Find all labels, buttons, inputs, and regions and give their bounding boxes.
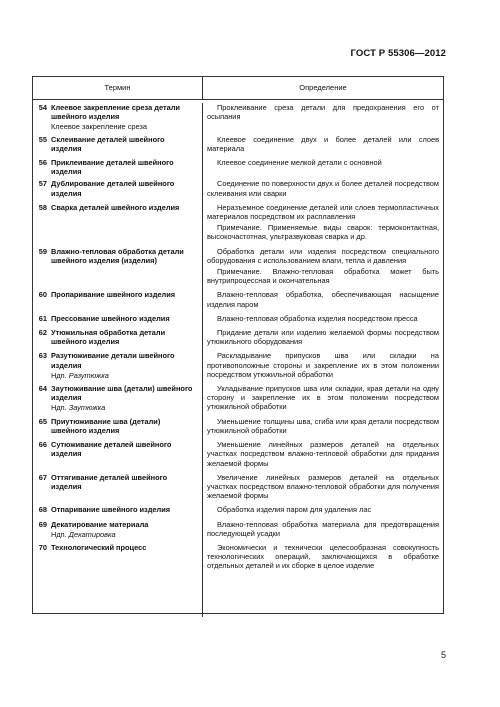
- term-name: Влажно-тепловая обработка детали швейного изделия (изделия): [51, 246, 184, 265]
- definition-text: Увеличение линейных размеров деталей на отдельных участках посредством влажно-тепловой обработки для получения желаемой формы: [207, 472, 439, 501]
- term-name: Склеивание деталей швейного изделия: [51, 134, 165, 153]
- term-cell: [51, 179, 201, 199]
- definition-cell: [201, 135, 443, 155]
- table-row: [33, 328, 443, 348]
- term-name: Прессование швейного изделия: [51, 313, 170, 323]
- term-synonym: [51, 371, 197, 380]
- term-synonym: [51, 122, 197, 131]
- header-term: Термин: [33, 77, 203, 99]
- term-number: 62: [38, 328, 47, 338]
- table-row: [33, 203, 443, 244]
- definition-text: Клеевое соединение мелкой детали с основной: [217, 158, 382, 168]
- term-name: Клеевое закрепление среза детали швейного изделия: [51, 103, 180, 122]
- term-number: 63: [38, 351, 47, 361]
- term-cell: [51, 505, 201, 516]
- definition-cell: [201, 505, 443, 516]
- term-number: 55: [38, 134, 47, 144]
- term-number: 60: [38, 290, 47, 300]
- definition-text: Уменьшение толщины шва, сгиба или края детали посредством утюжильной обработки: [207, 416, 439, 435]
- terms-table: [32, 76, 444, 614]
- table-row: [33, 247, 443, 288]
- term-name: Технологический процесс: [51, 542, 147, 552]
- column-divider: [202, 103, 203, 617]
- definition-cell: [201, 314, 443, 325]
- definition-text: Влажно-тепловая обработка изделия посредством пресса: [217, 313, 418, 323]
- term-cell: [51, 473, 201, 503]
- term-name: Пропаривание швейного изделия: [51, 290, 176, 300]
- term-cell: [51, 520, 201, 540]
- document-code: ГОСТ Р 55306—2012: [350, 48, 446, 59]
- table-body: [33, 103, 443, 617]
- table-row: [33, 158, 443, 176]
- term-number: 54: [38, 103, 47, 112]
- definition-text: Раскладывание припусков шва или складки на противоположные стороны и закрепление их в этом положении посредством утюжильной обработки: [207, 351, 439, 379]
- definition-cell: [201, 473, 443, 503]
- definition-cell: [201, 203, 443, 244]
- definition-cell: [201, 179, 443, 199]
- definition-cell: [201, 520, 443, 540]
- table-header: [33, 77, 443, 100]
- definition-text: Придание детали или изделию желаемой формы посредством утюжильного оборудования: [207, 328, 439, 347]
- term-name: Сутюживание деталей швейного изделия: [51, 440, 172, 459]
- table-row: [33, 290, 443, 310]
- term-number: 69: [38, 519, 47, 529]
- synonym-prefix: Ндп.: [51, 403, 69, 413]
- definition-cell: [201, 103, 443, 132]
- term-cell: [51, 203, 201, 244]
- table-row: [33, 314, 443, 325]
- term-number: 70: [38, 542, 47, 552]
- term-name: Дублирование деталей швейного изделия: [51, 179, 175, 198]
- synonym-text: Заутюжка: [68, 403, 106, 413]
- definition-text: Влажно-тепловая обработка, обеспечивающая насыщение изделия паром: [207, 290, 439, 309]
- term-number: 66: [38, 440, 47, 450]
- header-definition: Определение: [299, 83, 347, 92]
- table-row: [33, 440, 443, 470]
- term-number: 57: [38, 179, 47, 189]
- synonym-text: Декатировка: [68, 529, 116, 539]
- term-name: Сварка деталей швейного изделия: [51, 202, 180, 212]
- term-cell: [51, 158, 201, 176]
- definition-text: Обработка изделия паром для удаления лас: [217, 505, 372, 515]
- table-row: [33, 135, 443, 155]
- definition-cell: [201, 247, 443, 288]
- definition-text: Неразъемное соединение деталей или слоев термопластичных материалов посредством их расплавления: [207, 202, 439, 222]
- definition-text: Уменьшение линейных размеров деталей на отдельных участках посредством влажно-тепловой обработки для придания желаемой формы: [207, 440, 439, 468]
- term-number: 58: [38, 202, 47, 212]
- synonym-prefix: Ндп.: [51, 370, 69, 380]
- definition-text: Экономически и технически целесообразная совокупность технологических операций, заключающихся в обработке отдельных деталей и их сборке в целое изделие: [207, 542, 439, 571]
- term-number: 59: [38, 246, 47, 256]
- definition-note: Примечание. Влажно-тепловая обработка может быть внутрипроцессная и окончательная: [207, 267, 439, 286]
- term-synonym: [51, 530, 197, 539]
- table-row: [33, 543, 443, 573]
- term-name: Утюжильная обработка детали швейного изделия: [51, 328, 166, 347]
- term-cell: [51, 328, 201, 348]
- definition-cell: [201, 328, 443, 348]
- table-row: [33, 384, 443, 414]
- definition-cell: [201, 440, 443, 470]
- table-row: [33, 417, 443, 437]
- table-row: [33, 520, 443, 540]
- definition-text: Обработка детали или изделия посредством специального оборудования с использованием влаги, тепла и давления: [207, 246, 439, 265]
- term-cell: [51, 103, 201, 132]
- term-name: Оттягивание деталей швейного изделия: [51, 472, 168, 491]
- table-row: [33, 351, 443, 381]
- table-row: [33, 103, 443, 132]
- synonym-prefix: Ндп.: [51, 529, 69, 539]
- definition-text: Влажно-тепловая обработка материала для предотвращения последующей усадки: [207, 519, 439, 538]
- definition-text: Проклеивание среза детали для предохранения его от осыпания: [207, 103, 439, 122]
- definition-text: Укладывание припусков шва или складки, края детали на одну сторону и закрепление их в этом положении посредством утюжильной обработки: [207, 384, 439, 412]
- definition-cell: [201, 543, 443, 573]
- term-cell: [51, 440, 201, 470]
- definition-cell: [201, 290, 443, 310]
- term-name: Приклеивание деталей швейного изделия: [51, 158, 174, 177]
- term-number: 56: [38, 158, 47, 168]
- definition-cell: [201, 158, 443, 176]
- page-number: 5: [440, 650, 446, 660]
- definition-cell: [201, 417, 443, 437]
- term-number: 65: [38, 416, 47, 426]
- term-name: Приутюживание шва (детали) швейного изделия: [51, 416, 161, 435]
- term-cell: [51, 417, 201, 437]
- term-cell: [51, 314, 201, 325]
- term-name: Заутюживание шва (детали) швейного изделия: [51, 384, 193, 403]
- definition-cell: [201, 351, 443, 381]
- term-cell: [51, 247, 201, 288]
- definition-note: Примечание. Применяемые виды сварок: термоконтактная, высокочастотная, ультразвуковая сварка и др.: [207, 223, 439, 242]
- term-name: Декатирование материала: [51, 519, 149, 529]
- synonym-text: Разутюжка: [68, 370, 109, 380]
- term-cell: [51, 384, 201, 414]
- table-row: [33, 505, 443, 516]
- synonym-text: Клеевое закрепление среза: [51, 122, 147, 132]
- term-cell: [51, 543, 201, 573]
- term-number: 64: [38, 384, 47, 394]
- term-number: 67: [38, 472, 47, 482]
- table-row: [33, 473, 443, 503]
- term-synonym: [51, 403, 197, 412]
- term-cell: [51, 351, 201, 381]
- definition-text: Клеевое соединение двух и более деталей или слоев материала: [207, 134, 439, 153]
- term-number: 61: [38, 313, 47, 323]
- term-number: 68: [38, 505, 47, 515]
- term-cell: [51, 290, 201, 310]
- term-cell: [51, 135, 201, 155]
- table-row: [33, 179, 443, 199]
- term-name: Отпаривание швейного изделия: [51, 505, 171, 515]
- term-name: Разутюживание детали швейного изделия: [51, 351, 175, 370]
- definition-text: Соединение по поверхности двух и более деталей посредством склеивания или сварки: [207, 179, 439, 198]
- definition-cell: [201, 384, 443, 414]
